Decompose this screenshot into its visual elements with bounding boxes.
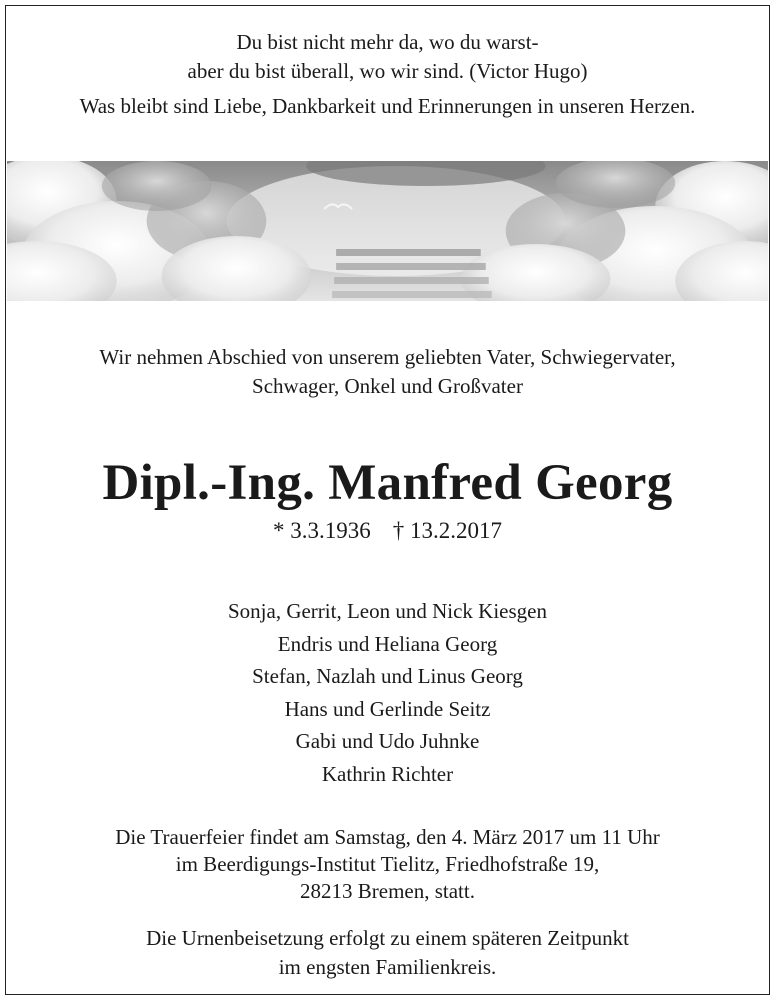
mourner-line: Endris und Heliana Georg (277, 631, 498, 656)
mourner-line: Sonja, Gerrit, Leon und Nick Kiesgen (227, 599, 547, 623)
funeral-line-1: Die Trauerfeier findet am Samstag, den 4. März 2017 um 11 Uhr (115, 825, 660, 849)
urn-burial-note (6, 924, 769, 982)
urn-line-2: im engsten Familienkreis. (278, 955, 497, 979)
life-dates (6, 516, 769, 546)
intro-line-2: Schwager, Onkel und Großvater (252, 374, 523, 398)
funeral-line-2: im Beerdigungs-Institut Tielitz, Friedhofstraße 19, (175, 852, 600, 876)
urn-line-1: Die Urnenbeisetzung erfolgt zu einem späteren Zeitpunkt (146, 926, 629, 950)
obituary-notice (5, 5, 770, 995)
birth-date: * 3.3.1936 (273, 518, 371, 543)
quote-line-2: aber du bist überall, wo wir sind. (Victor Hugo) (187, 59, 588, 83)
farewell-intro (6, 343, 769, 401)
intro-line-1: Wir nehmen Abschied von unserem geliebten Vater, Schwiegervater, (99, 345, 676, 369)
deceased-name: Dipl.-Ing. Manfred Georg (102, 455, 673, 511)
funeral-details (6, 824, 769, 905)
funeral-line-3: 28213 Bremen, statt. (300, 879, 475, 903)
quote-line-3: Was bleibt sind Liebe, Dankbarkeit und Erinnerungen in unseren Herzen. (79, 94, 696, 118)
clouds-illustration (7, 161, 768, 301)
mourner-line: Stefan, Nazlah und Linus Georg (252, 664, 523, 688)
clouds-stairway-image (7, 161, 768, 301)
epigraph-quote (6, 28, 769, 121)
mourners-list (6, 595, 769, 790)
mourner-line: Kathrin Richter (321, 761, 454, 786)
death-date: † 13.2.2017 (392, 518, 502, 543)
mourner-line: Hans und Gerlinde Seitz (284, 696, 491, 721)
mourner-line: Gabi und Udo Juhnke (295, 729, 480, 753)
quote-line-1: Du bist nicht mehr da, wo du warst- (236, 30, 539, 54)
